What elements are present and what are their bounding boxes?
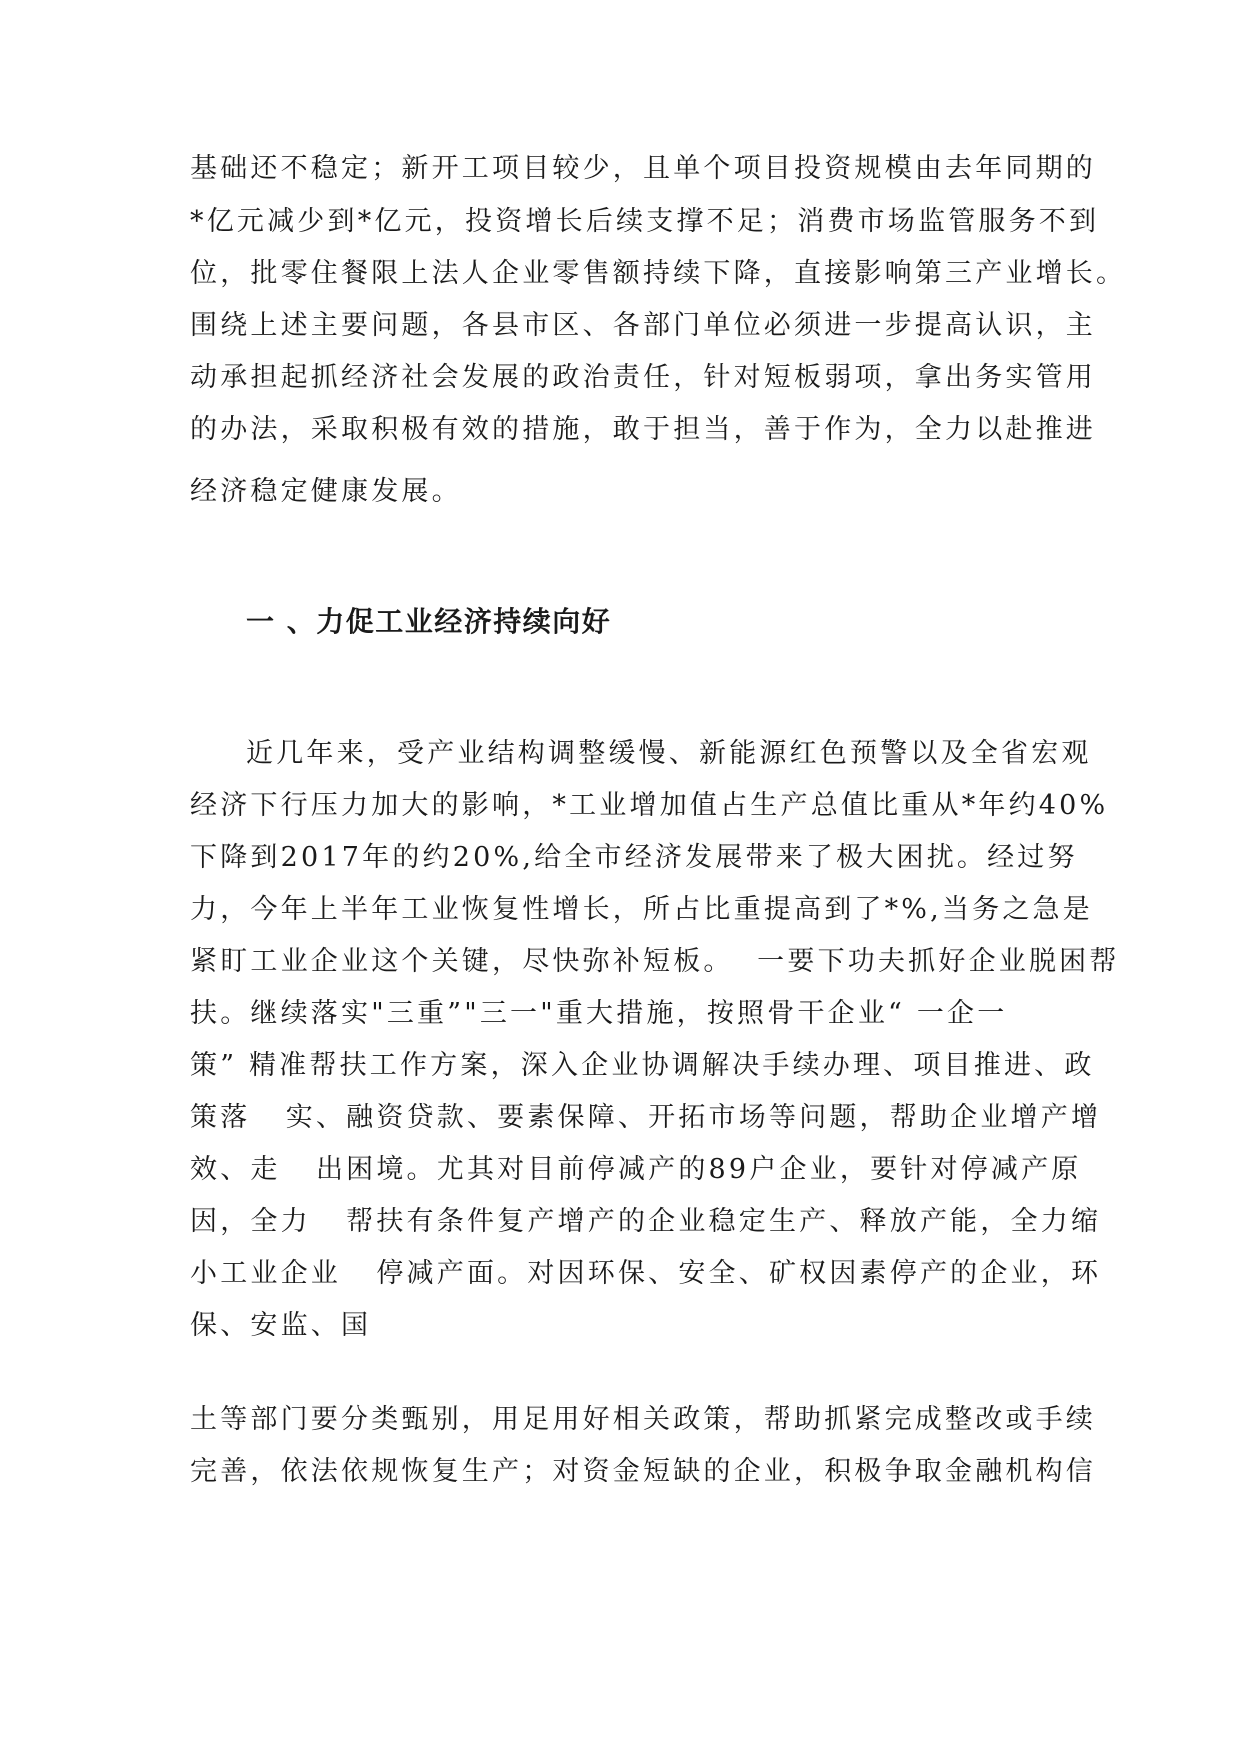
body-line: 策” 精准帮扶工作方案，深入企业协调解决手续办理、项目推进、政 [190,1050,1095,1081]
section-heading: 一 、力促工业经济持续向好 [246,605,612,638]
body-line: 力，今年上半年工业恢复性增长，所占比重提高到了*%,当务之急是 [190,894,1093,925]
body-line: 策落 实、融资贷款、要素保障、开拓市场等问题，帮助企业增产增 [190,1102,1102,1133]
body-line: 因，全力 帮扶有条件复产增产的企业稳定生产、释放产能，全力缩 [190,1206,1102,1237]
body-line: 紧盯工业企业这个关键，尽快弥补短板。 一要下功夫抓好企业脱困帮 [190,946,1120,977]
body-line: 完善，依法依规恢复生产；对资金短缺的企业，积极争取金融机构信 [190,1456,1096,1487]
body-line: 经济稳定健康发展。 [190,476,462,507]
body-line: 位，批零住餐限上法人企业零售额持续下降，直接影响第三产业增长。 [190,258,1127,289]
body-line: 的办法，采取积极有效的措施，敢于担当，善于作为，全力以赴推进 [190,414,1096,445]
body-line: *亿元减少到*亿元，投资增长后续支撑不足；消费市场监管服务不到 [190,206,1100,237]
body-line: 扶。继续落实"三重”"三一"重大措施，按照骨干企业“ 一企一 [190,998,1008,1029]
body-line: 下降到2017年的约20%,给全市经济发展带来了极大困扰。经过努 [190,842,1078,873]
body-line: 土等部门要分类甄别，用足用好相关政策，帮助抓紧完成整改或手续 [190,1404,1096,1435]
body-line: 小工业企业 停减产面。对因环保、安全、矿权因素停产的企业，环 [190,1258,1102,1289]
body-line: 近几年来，受产业结构调整缓慢、新能源红色预警以及全省宏观 [246,738,1092,769]
body-line: 基础还不稳定；新开工项目较少，且单个项目投资规模由去年同期的 [190,153,1096,184]
body-line: 保、安监、国 [190,1310,372,1341]
body-line: 经济下行压力加大的影响，*工业增加值占生产总值比重从*年约40% [190,790,1109,821]
body-line: 围绕上述主要问题，各县市区、各部门单位必须进一步提高认识，主 [190,310,1096,341]
body-line: 效、走 出困境。尤其对目前停减产的89户企业，要针对停减产原 [190,1154,1082,1185]
body-line: 动承担起抓经济社会发展的政治责任，针对短板弱项，拿出务实管用 [190,362,1096,393]
